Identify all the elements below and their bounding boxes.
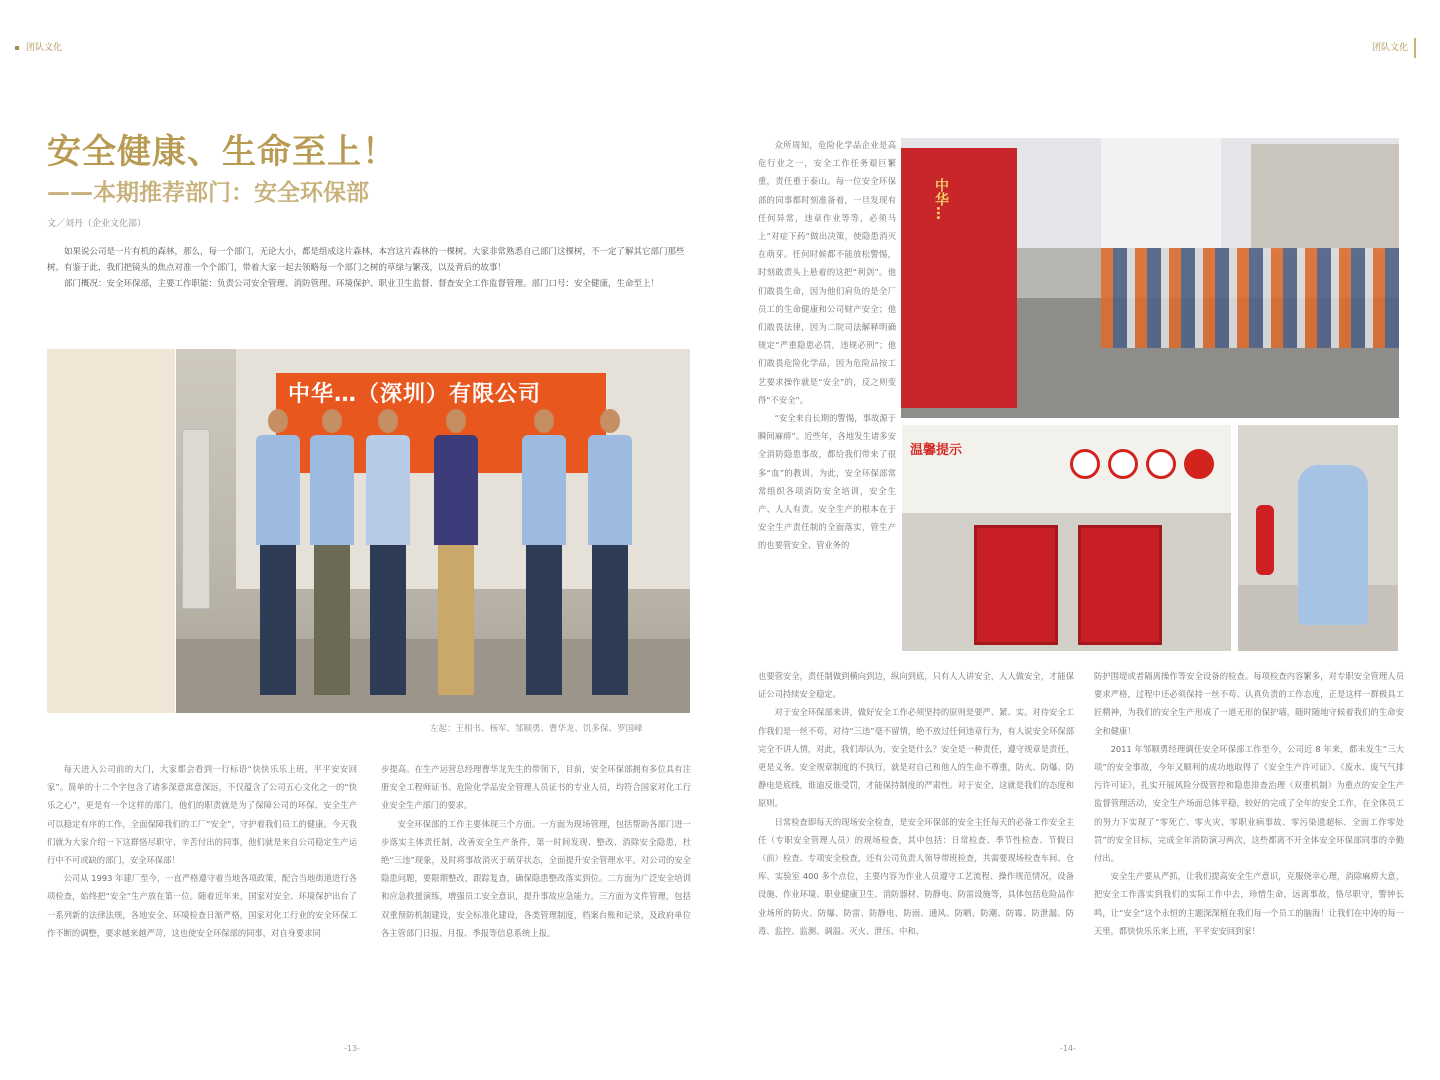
article-byline: 文／刘丹（企业文化部） [47, 219, 147, 229]
person-figure [588, 409, 632, 695]
body-paragraph: 安全环保部的工作主要体现三个方面。一方面为现场管理，包括帮助各部门进一步落实主体责任制，改善安全生产条件，第一时间发现、整改、消除安全隐患，杜绝“三违”现象，及时将事故消灭于萌芽状态，全面提升安全管理水平。对公司的安全隐患问题，要限期整改，跟踪复查，确保隐患整改落实到位。二方面为广泛安全培训和应急救援演练，增强员工安全意识，提升事故应急能力。三方面为文件管理，包括双重预防机制建设，安全标准化建设，各类管理制度，档案台账和记录，及政府单位各主管部门日报、月报、季报等信息系统上报。 [381, 818, 691, 938]
body-paragraph: 安全生产要从严抓，让我们提高安全生产意识，克服侥幸心理，消除麻痹大意，把安全工作落实到我们的实际工作中去，珍惜生命，远离事故，恪尽职守，警钟长鸣，让“安全”这个永恒的主题深深植在我们每一个员工的脑海！让我们在中涛的每一天里，都快快乐乐来上班，平平安安回到家！ [1094, 871, 1404, 936]
body-paragraph: 每天进入公司前的大门，大家都会看到一行标语“快快乐乐上班，平平安安回家”。简单的十二个字包含了诸多深意寓意深远，不仅蕴含了公司五心文化之一的“快乐之心”，更是有一个这样的部门，他们的职责就是为了保障公司的环保、安全生产可以稳定有序的工作，全面保障我们的工厂“安全”，守护着我们员工的健康。今天我们就为大家介绍一下这群恪尽职守、辛苦付出的同事，他们就是来自公司稳定生产运行中不可或缺的部门，安全环保部！ [47, 764, 357, 866]
body-paragraph: 2011 年邹顺勇经理调任安全环保部工作至今，公司近 8 年来，都未发生“三大项”的安全事故，今年又顺利的成功地取得了《安全生产许可证》、《废水、废气气排污许可证》，扎实开展风险分级管控和隐患排查治理（双重机制）为重点的安全生产监督管理活动，安全生产场面总体平稳，较好的完成了全年的安全工作，在全体员工的努力下实现了“零死亡、零火灾、零职业病事故、零污染遗超标、全面工作零处罚”的安全目标，完成全年消防演习两次，这些都离不开全体安全环保部同事的辛勤付出。 [1094, 743, 1404, 864]
photo-building [1251, 144, 1399, 254]
fire-extinguisher [1256, 505, 1274, 575]
body-paragraph: 也要管安全，责任制做到横向到边，纵向到底，只有人人讲安全，人人做安全，才能保证公司持续安全稳定。 [758, 671, 1074, 700]
right-margin-marker [1414, 38, 1416, 58]
intro-paragraph: 如果说公司是一片有机的森林，那么，每一个部门，无论大小，都是组成这片森林，本宫这片森林的一棵树。大家非常熟悉自己部门这棵树，不一定了解其它部门那些树。有鉴于此，我们把镜头的焦点对准一个个部门，带着大家一起去领略每一个部门之树的草绿与繁茂，以及背后的故事！ [47, 247, 685, 273]
body-paragraph: 对于安全环保部来讲，做好安全工作必须坚持的原则是要严、紧、实。对待安全工作我们是一丝不苟，对待“三违”毫不留情，绝不放过任何违章行为，有人说安全环保部完全不讲人情，对此，我们却认为，安全是什么？安全是一种责任，遵守规章是责任，更是义务。安全规章制度的不执行，就是对自己和他人的生命不尊重，防火、防爆、防静电是底线，谁逾反谁受罚，才能保持制度的严肃性。对于安全，这就是我们的态度和原则。 [758, 707, 1074, 809]
air-conditioner [182, 429, 210, 609]
photo-building [1101, 138, 1221, 248]
person-figure [522, 409, 566, 695]
body-paragraph: “安全来自长期的警惕，事故源于瞬间麻痹”。近些年，各地发生诸多安全消防隐患事故，都给我们带来了很多“血”的教训。为此，安全环保部常常组织各项消防安全培训，安全生产、人人有责。安全生产的根本在于安全生产责任制的全面落实，管生产的也要管安全、管业务的 [758, 413, 896, 551]
article-title: 安全健康、生命至上！ [47, 132, 397, 172]
running-header-right: 团队文化 [1372, 43, 1409, 53]
no-smoking-sign-icon [1108, 449, 1138, 479]
text-column-4 [1094, 667, 1404, 940]
page-number-left: -13- [344, 1044, 360, 1053]
drill-banner-text: 中华… [933, 178, 949, 220]
photo-caption: 左起：王相书、杨军、邹顺勇、曹华龙、饥多保、罗国峰 [430, 724, 643, 734]
person-figure [366, 409, 410, 695]
person-figure [434, 409, 478, 695]
red-banner-wall [901, 148, 1017, 408]
company-sign-text: 中华…（深圳）有限公司 [288, 382, 542, 407]
body-paragraph: 日常检查即每天的现场安全检查，是安全环保部的安全主任每天的必备工作安全主任（专职安全管理人员）的现场检查，其中包括：日常检查、季节性检查、节假日（前）检查、专项安全检查，还有公司负责人领导带班检查，共需要现场检查车间、仓库、实验室 400 多个点位，主要内容为作业人员遵守工艺流程、操作规范情况，设备设施、作业环境、职业健康卫生、消防器材、防静电、防雷设施等，具体包括危险品作业场所的防火、防爆、防雷、防静电、防雨、通风、防晒、防潮、防霉、防泄漏、防毒、监控、监测、调温、灭火、泄压、中和、 [758, 816, 1074, 936]
person-figure [310, 409, 354, 695]
fire-cabinet-photo [902, 425, 1231, 651]
decorative-beige-panel [47, 349, 175, 713]
fire-hose-cabinet [974, 525, 1058, 645]
person-figure [256, 409, 300, 695]
team-group-photo [176, 349, 690, 713]
fire-hose-cabinet [1078, 525, 1162, 645]
left-margin-marker [15, 46, 19, 50]
drill-crowd [1101, 248, 1399, 348]
text-column-1 [47, 760, 357, 942]
no-fire-sign-icon [1146, 449, 1176, 479]
body-paragraph: 公司从 1993 年建厂至今，一直严格遵守着当地各项政策，配合当地街道进行各项检查，始终把“安全”生产放在第一位。随着近年来，国家对安全、环境保护出台了一系列新的法律法规，各地安全、环境检查日渐严格，国家对化工行业的安全环保工作不断的调整，要求越来越严苛，这也使安全环保部的同事，对自身要求同 [47, 873, 357, 938]
text-column-narrow [758, 136, 896, 555]
article-intro [47, 244, 689, 292]
page-number-right: -14- [1060, 1044, 1076, 1053]
intro-paragraph: 部门概况：安全环保部，主要工作职能：负责公司安全管理、消防管理、环境保护、职业卫生监督、督查安全工作监督管理。部门口号：安全健康，生命至上！ [64, 279, 660, 289]
no-entry-sign-icon [1184, 449, 1214, 479]
article-subtitle: ——本期推荐部门：安全环保部 [47, 180, 369, 206]
fire-drill-photo [901, 138, 1399, 418]
text-column-2 [381, 760, 691, 942]
body-paragraph: 防护围堤或者隔离操作等安全设备的检查。每项检查内容繁多，对专职安全管理人员要求严格，过程中还必须保持一丝不苟、认真负责的工作态度，正是这样一群极具工匠精神，为我们的安全生产形成了一道无形的保护墙，随时随地守候着我们的生命安全和健康！ [1094, 671, 1404, 736]
notice-title: 温馨提示 [910, 443, 963, 458]
body-paragraph: 步提高。在生产运营总经理曹华龙先生的带领下，目前，安全环保部拥有多位具有注册安全工程师证书、危险化学品安全管理人员证书的专业人员，均符合国家对化工行业安全生产部门的要求。 [381, 764, 691, 811]
extinguisher-check-photo [1238, 425, 1398, 651]
warning-sign-icon [1070, 449, 1100, 479]
running-header-left: 团队文化 [26, 43, 63, 53]
text-column-3 [758, 667, 1074, 940]
inspector-figure [1298, 465, 1368, 625]
body-paragraph: 众所周知，危险化学品企业是高危行业之一，安全工作任务艰巨繁重，责任重于泰山。每一位安全环保部的同事都时刻准备着，一旦发现有任何异常，违章作业等等，必须马上“对症下药”做出决策，使隐患消灭在萌芽。任何时候都不能放松警惕，时刻敢责头上悬着的这把“利剑”。他们敢畏生命，因为他们肩负的是全厂员工的生命健康和公司财产安全；他们敢畏法律，因为二院司法解释明确规定“严重隐患必罚，违规必刑”；他们敢畏危险化学品，因为危险品按工艺要求操作就是“安全”的，反之则变得“不安全”。 [758, 140, 896, 405]
